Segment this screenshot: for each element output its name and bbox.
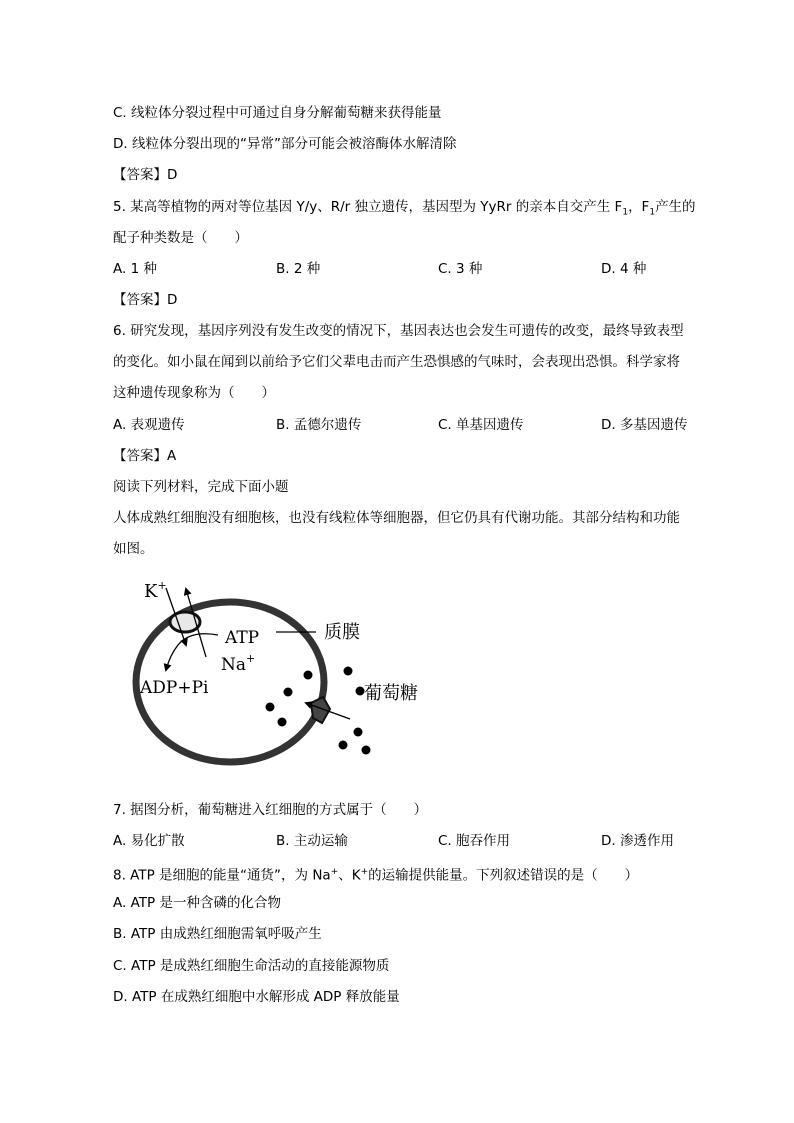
adp-label: ADP+Pi bbox=[140, 678, 209, 698]
material-line1: 人体成熟红细胞没有细胞核，也没有线粒体等细胞器，但它仍具有代谢功能。其部分结构和功能 bbox=[113, 510, 680, 526]
red-blood-cell-figure bbox=[128, 575, 448, 775]
q6-stem-line2: 的变化。如小鼠在闻到以前给予它们父辈电击而产生恐惧感的气味时，会表现出恐惧。科学家将 bbox=[113, 354, 680, 370]
q8-stem-text-a: 8. ATP 是细胞的能量“通货”，为 Na bbox=[113, 867, 331, 884]
q7-stem: 7. 据图分析，葡萄糖进入红细胞的方式属于（ ） bbox=[113, 802, 428, 818]
q8-superscript-2: + bbox=[360, 867, 369, 877]
q6-option-c: C. 单基因遗传 bbox=[438, 417, 524, 433]
glucose-molecule bbox=[304, 671, 313, 680]
q6-option-b: B. 孟德尔遗传 bbox=[276, 417, 362, 433]
q5-subscript-2: 1 bbox=[649, 207, 656, 218]
glucose-molecule bbox=[354, 728, 363, 737]
q8-stem-text-c: 的运输提供能量。下列叙述错误的是（ ） bbox=[368, 867, 639, 884]
glucose-molecule bbox=[339, 741, 348, 750]
q6-stem-line1: 6. 研究发现，基因序列没有发生改变的情况下，基因表达也会发生可遗传的改变，最终导致表型 bbox=[113, 323, 684, 339]
q5-stem-text-a: 5. 某高等植物的两对等位基因 Y/y、R/r 独立遗传，基因型为 YyRr 的亲本自交产生 F bbox=[113, 199, 623, 215]
q6-option-d: D. 多基因遗传 bbox=[601, 417, 688, 433]
q7-option-a: A. 易化扩散 bbox=[113, 833, 185, 849]
q5-option-a: A. 1 种 bbox=[113, 261, 157, 277]
answer-tag: 【答案】 bbox=[113, 448, 167, 464]
answer-value: A bbox=[167, 448, 177, 464]
q4-option-c: C. 线粒体分裂过程中可通过自身分解葡萄糖来获得能量 bbox=[113, 105, 442, 121]
glucose-molecule bbox=[344, 667, 353, 676]
q8-option-d: D. ATP 在成熟红细胞中水解形成 ADP 释放能量 bbox=[113, 989, 400, 1005]
glucose-molecule bbox=[266, 703, 275, 712]
q7-option-b: B. 主动运输 bbox=[276, 833, 348, 849]
q5-option-b: B. 2 种 bbox=[276, 261, 321, 277]
q5-stem-text-b: ，F bbox=[628, 199, 650, 215]
answer-tag: 【答案】 bbox=[113, 167, 167, 183]
na-label: Na+ bbox=[221, 652, 256, 675]
glucose-molecule bbox=[284, 688, 293, 697]
q4-answer bbox=[113, 166, 177, 184]
answer-value: D bbox=[167, 167, 178, 183]
q5-subscript-1: 1 bbox=[622, 207, 629, 218]
k-label: K+ bbox=[144, 579, 167, 602]
q5-option-c: C. 3 种 bbox=[438, 261, 483, 277]
answer-tag: 【答案】 bbox=[113, 292, 167, 308]
q6-answer bbox=[113, 447, 176, 465]
q5-option-d: D. 4 种 bbox=[601, 261, 647, 277]
glucose-label: 葡萄糖 bbox=[364, 683, 418, 704]
q6-option-a: A. 表观遗传 bbox=[113, 417, 185, 433]
q4-option-d: D. 线粒体分裂出现的“异常”部分可能会被溶酶体水解清除 bbox=[113, 136, 457, 152]
q7-option-d: D. 渗透作用 bbox=[601, 833, 674, 849]
q8-option-a: A. ATP 是一种含磷的化合物 bbox=[113, 895, 281, 911]
q6-stem-line3: 这种遗传现象称为（ ） bbox=[113, 385, 275, 401]
q5-stem-line2: 配子种类数是（ ） bbox=[113, 230, 248, 246]
q8-stem-text-b: 、K bbox=[338, 867, 361, 884]
q5-stem-text-c: 产生的 bbox=[655, 199, 696, 215]
q5-answer bbox=[113, 291, 177, 309]
q7-option-c: C. 胞吞作用 bbox=[438, 833, 511, 849]
atp-arrow bbox=[166, 634, 218, 670]
membrane-label: 质膜 bbox=[324, 622, 360, 643]
glucose-molecule bbox=[362, 746, 371, 755]
glucose-molecule bbox=[278, 718, 287, 727]
material-intro: 阅读下列材料，完成下面小题 bbox=[113, 479, 289, 495]
q8-superscript-1: + bbox=[330, 867, 339, 877]
material-line2: 如图。 bbox=[113, 541, 154, 557]
q8-option-c: C. ATP 是成熟红细胞生命活动的直接能源物质 bbox=[113, 958, 390, 974]
answer-value: D bbox=[167, 292, 178, 308]
q8-stem bbox=[113, 863, 638, 885]
q5-stem-line1 bbox=[113, 198, 696, 222]
atp-label: ATP bbox=[225, 628, 260, 648]
q8-option-b: B. ATP 由成熟红细胞需氧呼吸产生 bbox=[113, 926, 322, 942]
